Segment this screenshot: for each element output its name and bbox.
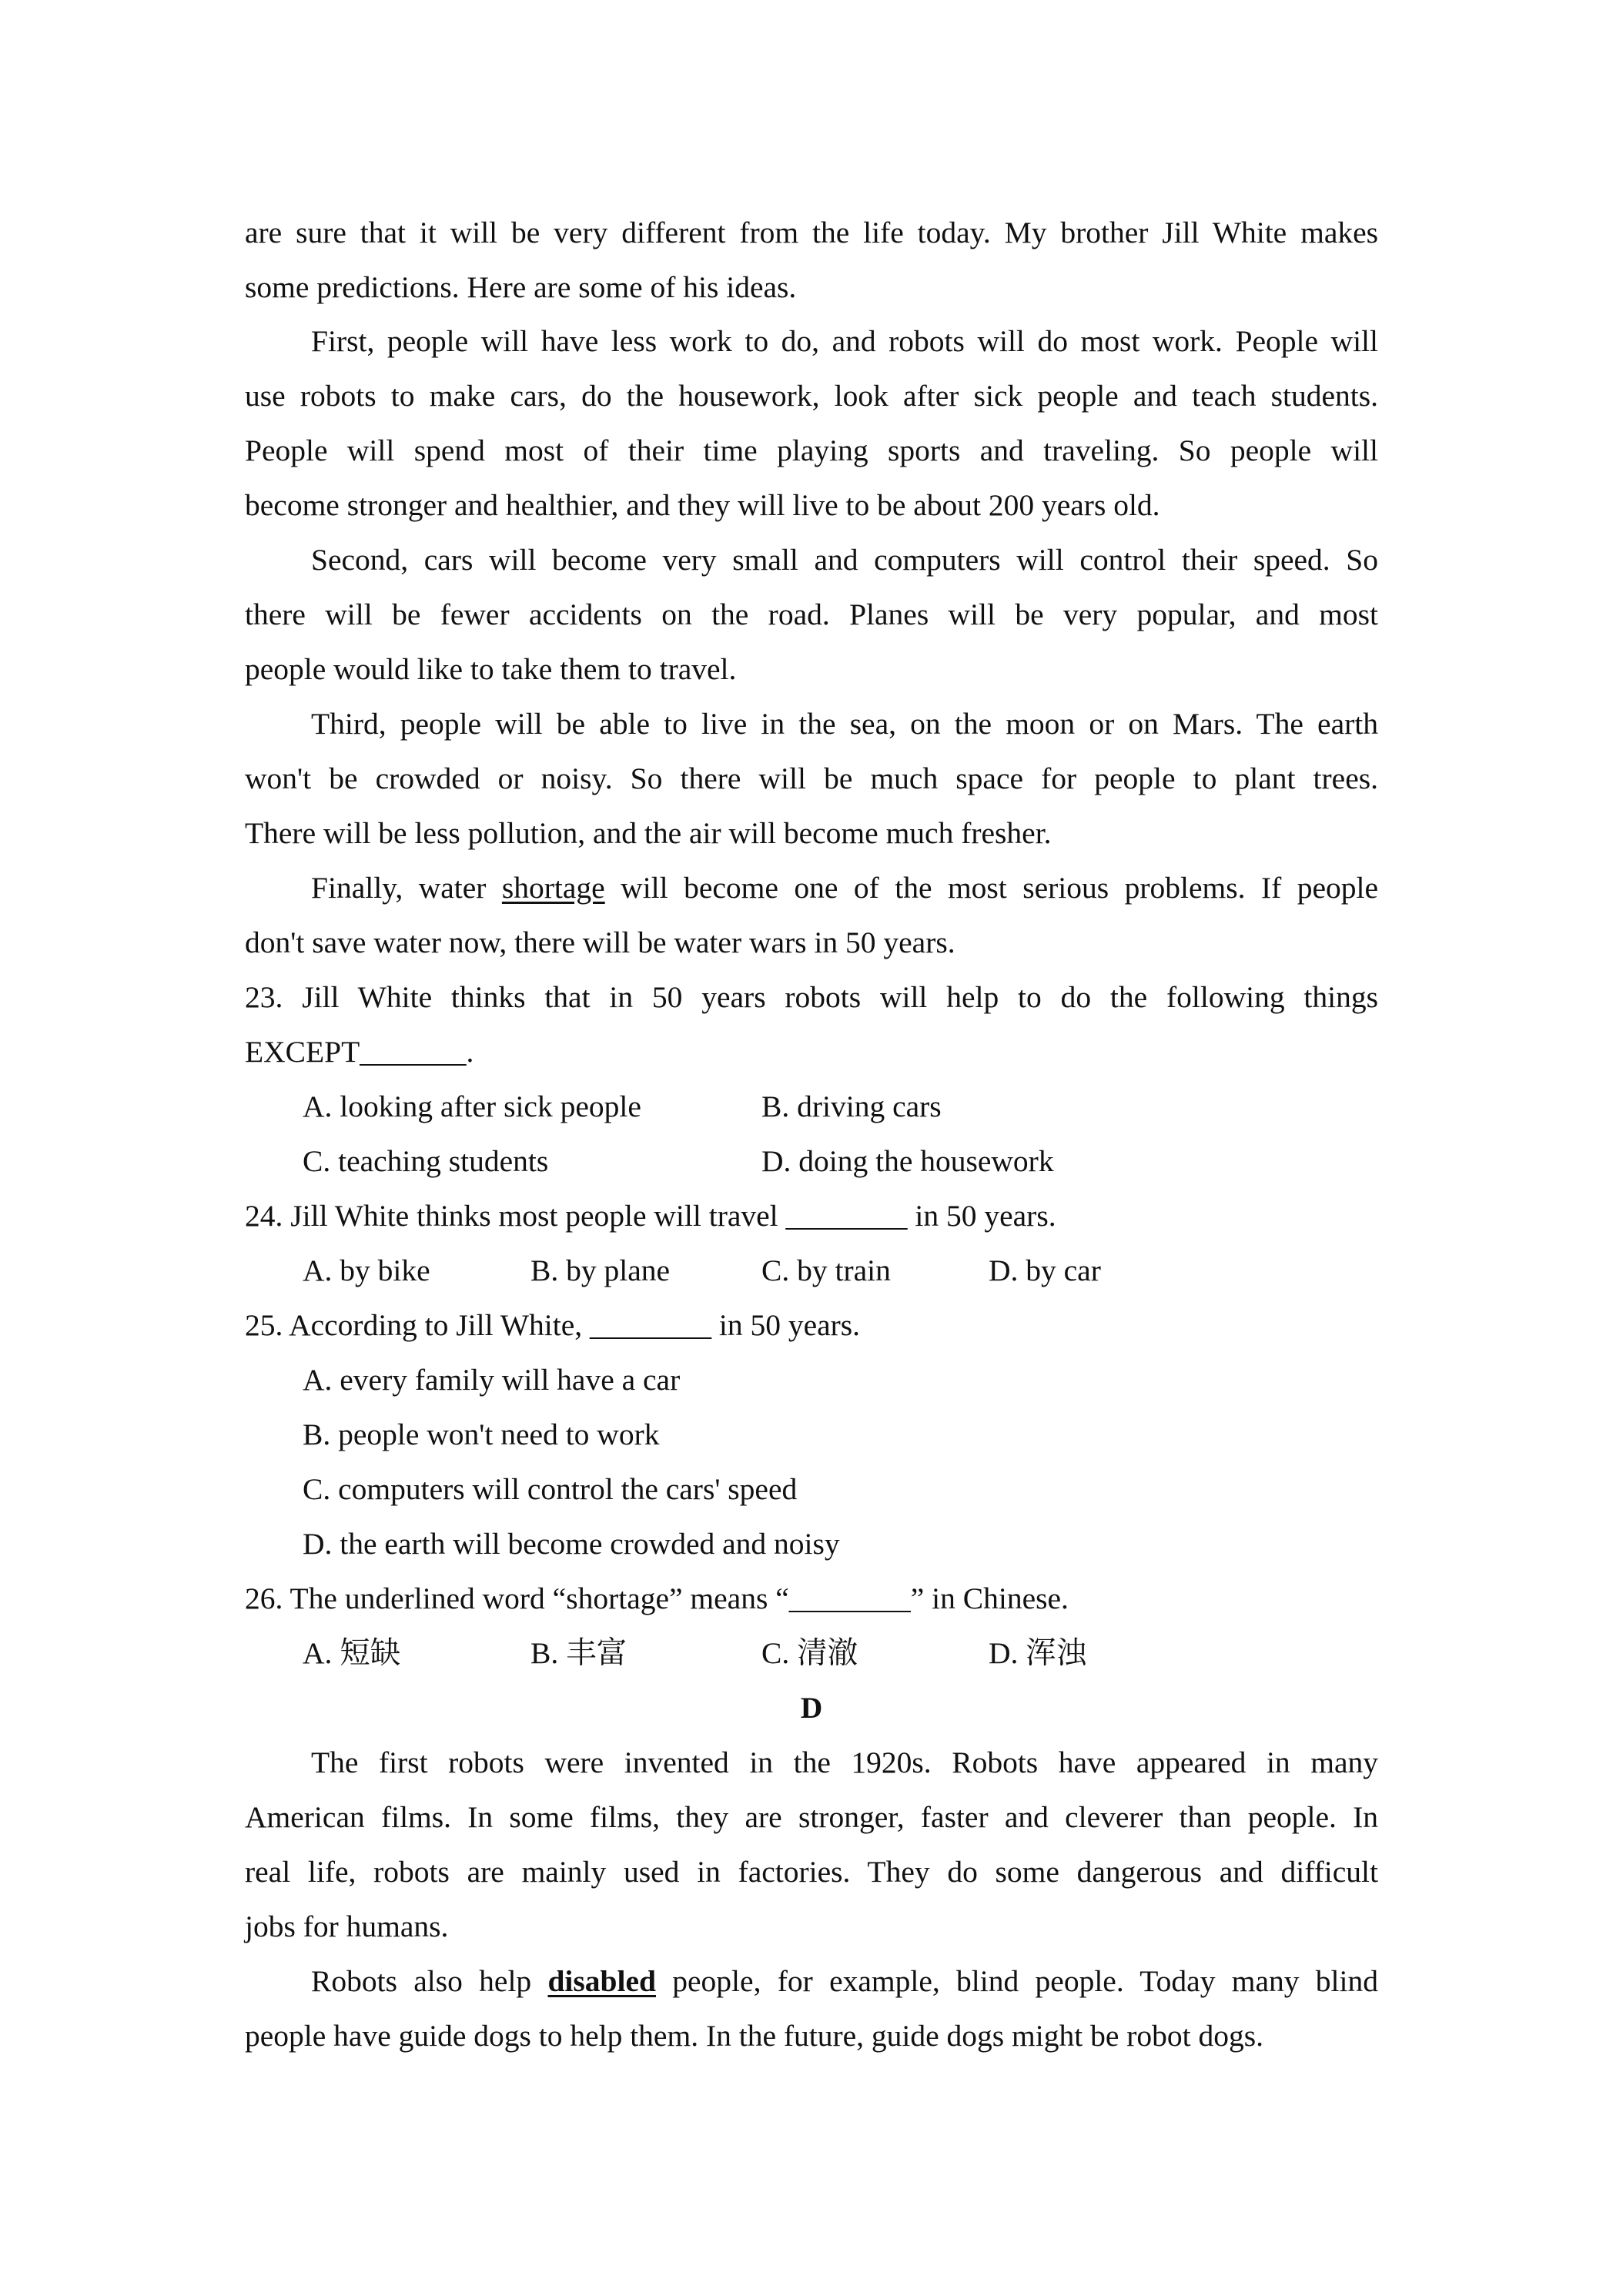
q25-option-b: B. people won't need to work — [303, 1417, 660, 1451]
passage-c-p2-line-2: there will be fewer accidents on the road. Planes will be very popular, and most — [245, 597, 1378, 631]
section-title-d: D — [800, 1691, 823, 1725]
passage-c-p4-line-2: don't save water now, there will be water wars in 50 years. — [245, 925, 955, 959]
q23-option-b: B. driving cars — [761, 1089, 942, 1123]
q26-option-d: D. 浑浊 — [989, 1636, 1087, 1670]
q26-option-b: B. 丰富 — [530, 1636, 627, 1670]
passage-c-p2-line-3: people would like to take them to travel. — [245, 652, 737, 686]
passage-c-p1-line-3: People will spend most of their time playing sports and traveling. So people will — [245, 433, 1378, 467]
p4-text-after: will become one of the most serious problems. If people — [604, 871, 1379, 905]
q23-stem-line-1: 23. Jill White thinks that in 50 years robots will help to do the following things — [245, 980, 1378, 1014]
q23-option-a: A. looking after sick people — [303, 1089, 641, 1123]
q24-option-b: B. by plane — [530, 1253, 671, 1287]
q26-stem: 26. The underlined word “shortage” means “________” in Chinese. — [245, 1581, 1069, 1615]
q24-option-c: C. by train — [761, 1253, 891, 1287]
passage-d-p1-line-2: American films. In some films, they are stronger, faster and cleverer than people. In — [245, 1800, 1378, 1834]
q25-option-c: C. computers will control the cars' speed — [303, 1472, 798, 1506]
passage-d-p1-line-3: real life, robots are mainly used in factories. They do some dangerous and difficult — [245, 1855, 1378, 1889]
q26-option-a: A. 短缺 — [303, 1636, 401, 1670]
q25-option-d: D. the earth will become crowded and noisy — [303, 1527, 840, 1561]
passage-c-p1-line-1: First, people will have less work to do, and robots will do most work. People will — [311, 324, 1378, 358]
passage-d-p2-line-1 — [311, 1966, 1378, 1997]
underlined-word-shortage: shortage — [501, 871, 605, 905]
passage-c-p4-line-1 — [311, 873, 1378, 904]
passage-c-intro-line-1: are sure that it will be very different from the life today. My brother Jill White makes — [245, 216, 1378, 249]
p4-text-before: Finally, water — [311, 871, 502, 905]
passage-c-intro-line-2: some predictions. Here are some of his ideas. — [245, 270, 797, 304]
passage-c-p3-line-2: won't be crowded or noisy. So there will be much space for people to plant trees. — [245, 761, 1378, 795]
q23-option-d: D. doing the housework — [761, 1144, 1054, 1178]
passage-c-p2-line-1: Second, cars will become very small and computers will control their speed. So — [311, 543, 1378, 577]
passage-d-p2-line-2: people have guide dogs to help them. In the future, guide dogs might be robot dogs. — [245, 2019, 1263, 2053]
passage-c-p1-line-2: use robots to make cars, do the housework, look after sick people and teach students. — [245, 379, 1378, 413]
p2-text-before: Robots also help — [311, 1964, 548, 1998]
q26-option-c: C. 清澈 — [761, 1636, 858, 1670]
q25-option-a: A. every family will have a car — [303, 1363, 681, 1397]
passage-c-p3-line-3: There will be less pollution, and the air will become much fresher. — [245, 816, 1052, 850]
passage-d-p1-line-1: The first robots were invented in the 1920s. Robots have appeared in many — [311, 1745, 1378, 1779]
passage-d-p1-line-4: jobs for humans. — [245, 1909, 449, 1943]
q24-option-a: A. by bike — [303, 1253, 430, 1287]
p2-text-after: people, for example, blind people. Today many blind — [655, 1964, 1378, 1998]
q25-stem: 25. According to Jill White, ________ in 50 years. — [245, 1308, 861, 1342]
q23-option-c: C. teaching students — [303, 1144, 549, 1178]
q24-option-d: D. by car — [989, 1253, 1101, 1287]
bold-underlined-word-disabled: disabled — [547, 1964, 656, 1998]
passage-c-p3-line-1: Third, people will be able to live in the sea, on the moon or on Mars. The earth — [311, 707, 1378, 741]
q24-stem: 24. Jill White thinks most people will travel ________ in 50 years. — [245, 1199, 1056, 1233]
passage-c-p1-line-4: become stronger and healthier, and they will live to be about 200 years old. — [245, 488, 1160, 522]
q23-stem-line-2: EXCEPT_______. — [245, 1035, 474, 1069]
